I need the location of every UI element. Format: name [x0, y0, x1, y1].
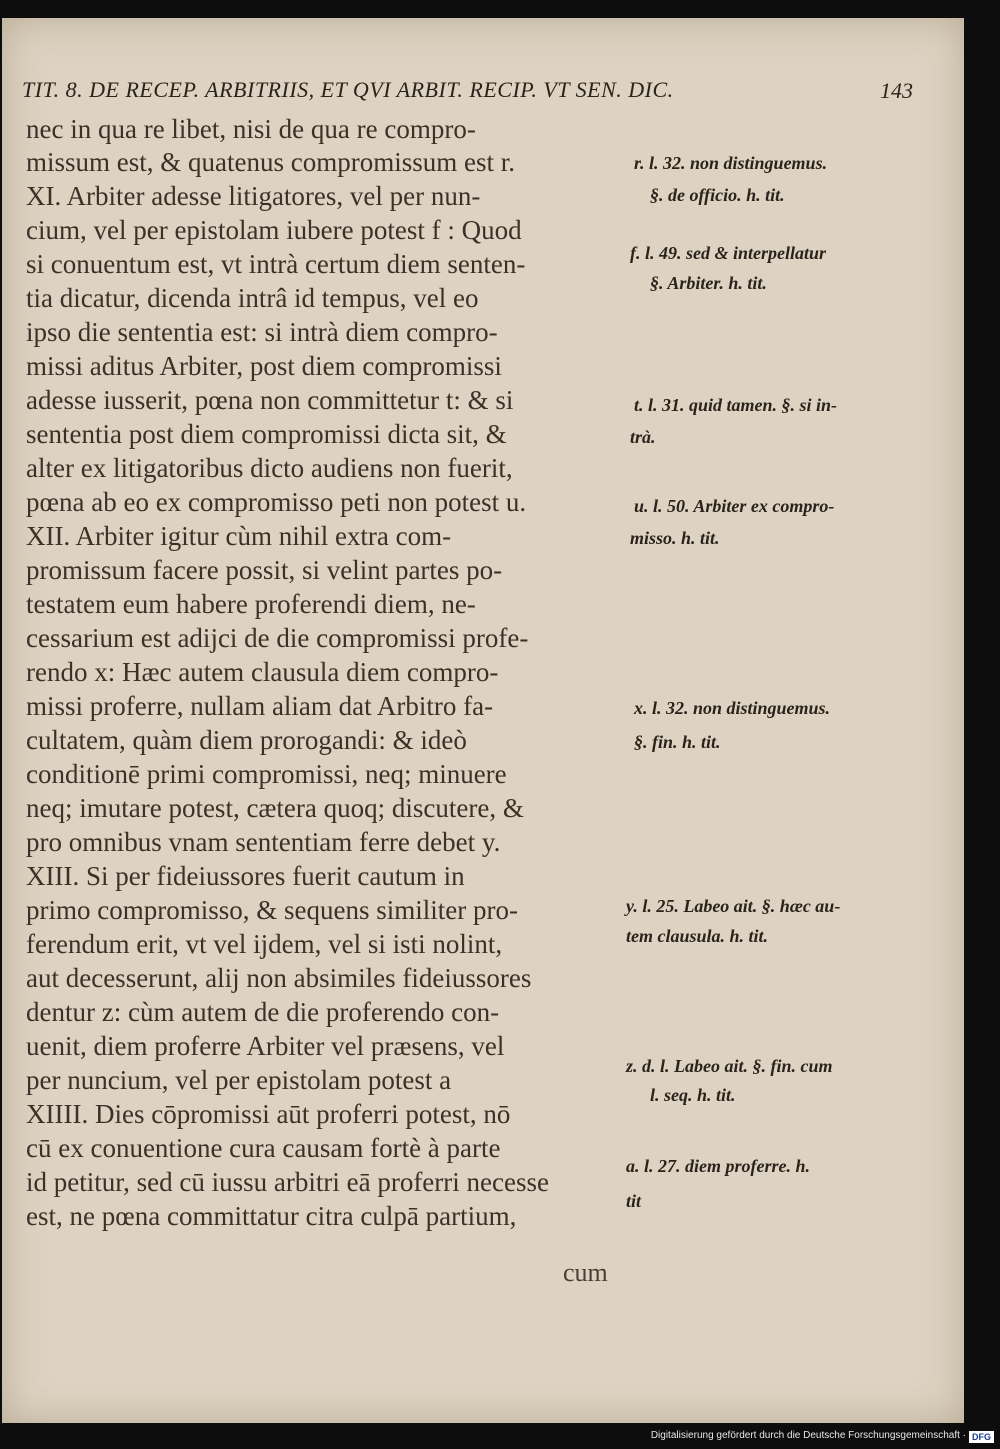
marginal-note: l. seq. h. tit.	[650, 1085, 736, 1105]
body-line: promissum facere possit, si velint partes po-	[26, 555, 503, 585]
body-line: ferendum erit, vt vel ijdem, vel si isti nolint,	[26, 929, 503, 959]
body-line: per nuncium, vel per epistolam potest a	[26, 1065, 452, 1095]
marginal-note: §. de officio. h. tit.	[650, 185, 785, 205]
body-line: cium, vel per epistolam iubere potest f : Quod	[26, 215, 522, 245]
body-line: dentur z: cùm autem de die proferendo con-	[26, 997, 500, 1027]
marginal-note: z. d. l. Labeo ait. §. fin. cum	[626, 1056, 833, 1076]
marginal-note: §. Arbiter. h. tit.	[650, 273, 767, 293]
marginal-note: y. l. 25. Labeo ait. §. hæc au-	[626, 896, 841, 916]
body-line: XIII. Si per fideiussores fuerit cautum in	[26, 861, 465, 891]
body-line: missi aditus Arbiter, post diem compromissi	[26, 351, 502, 381]
body-line: cultatem, quàm diem prorogandi: & ideò	[26, 725, 467, 755]
body-line: pro omnibus vnam sententiam ferre debet y.	[26, 827, 501, 857]
body-line: ipso die sententia est: si intrà diem compro-	[26, 317, 498, 347]
body-line: pœna ab eo ex compromisso peti non potest u.	[26, 487, 527, 517]
body-line: XII. Arbiter igitur cùm nihil extra com-	[26, 521, 452, 551]
digitization-credit: Digitalisierung gefördert durch die Deutsche Forschungsgemeinschaft ·	[650, 1430, 966, 1441]
marginal-note: tit	[626, 1191, 642, 1211]
marginal-note: u. l. 50. Arbiter ex compro-	[634, 496, 835, 516]
marginal-note: x. l. 32. non distinguemus.	[634, 698, 831, 718]
body-line: rendo x: Hæc autem clausula diem compro-	[26, 657, 499, 687]
body-line: XIIII. Dies cōpromissi aūt proferri potest, nō	[26, 1099, 511, 1129]
body-line: tia dicatur, dicenda intrâ id tempus, vel eo	[26, 283, 479, 313]
marginal-note: tem clausula. h. tit.	[626, 926, 769, 946]
body-line: alter ex litigatoribus dicto audiens non fuerit,	[26, 453, 513, 483]
body-line: XI. Arbiter adesse litigatores, vel per nun-	[26, 181, 481, 211]
body-line: uenit, diem proferre Arbiter vel præsens, vel	[26, 1031, 505, 1061]
body-line: testatem eum habere proferendi diem, ne-	[26, 589, 476, 619]
body-line: adesse iusserit, pœna non committetur t: & si	[26, 385, 514, 415]
body-line: id petitur, sed cū iussu arbitri eā proferri necesse	[26, 1167, 549, 1197]
body-line: cessarium est adijci de die compromissi profe-	[26, 623, 529, 653]
running-title: TIT. 8. DE RECEP. ARBITRIIS, ET QVI ARBIT. RECIP. VT SEN. DIC.	[22, 77, 674, 102]
page-number: 143	[880, 78, 913, 103]
marginal-note: trà.	[630, 427, 656, 447]
body-line: aut decesserunt, alij non absimiles fideiussores	[26, 963, 532, 993]
marginal-note: t. l. 31. quid tamen. §. si in-	[634, 395, 838, 415]
body-line: sententia post diem compromissi dicta sit, &	[26, 419, 507, 449]
body-line: est, ne pœna committatur citra culpā partium,	[26, 1201, 517, 1231]
body-line: primo compromisso, & sequens similiter pro-	[26, 895, 518, 925]
body-line: neq; imutare potest, cætera quoq; discutere, &	[26, 793, 524, 823]
body-line: nec in qua re libet, nisi de qua re compro-	[26, 114, 476, 144]
body-line: missum est, & quatenus compromissum est r.	[26, 147, 515, 177]
body-line: cū ex conuentione cura causam fortè à parte	[26, 1133, 501, 1163]
marginal-note: misso. h. tit.	[630, 528, 720, 548]
catchword: cum	[563, 1258, 608, 1287]
marginal-note: a. l. 27. diem proferre. h.	[626, 1156, 810, 1176]
marginal-note: f. l. 49. sed & interpellatur	[630, 243, 827, 263]
body-line: si conuentum est, vt intrà certum diem senten-	[26, 249, 526, 279]
marginal-note: r. l. 32. non distinguemus.	[634, 153, 828, 173]
body-line: conditionē primi compromissi, neq; minuere	[26, 759, 507, 789]
dfg-logo: DFG	[969, 1431, 994, 1443]
marginal-note: §. fin. h. tit.	[634, 732, 721, 752]
body-line: missi proferre, nullam aliam dat Arbitro fa-	[26, 691, 494, 721]
